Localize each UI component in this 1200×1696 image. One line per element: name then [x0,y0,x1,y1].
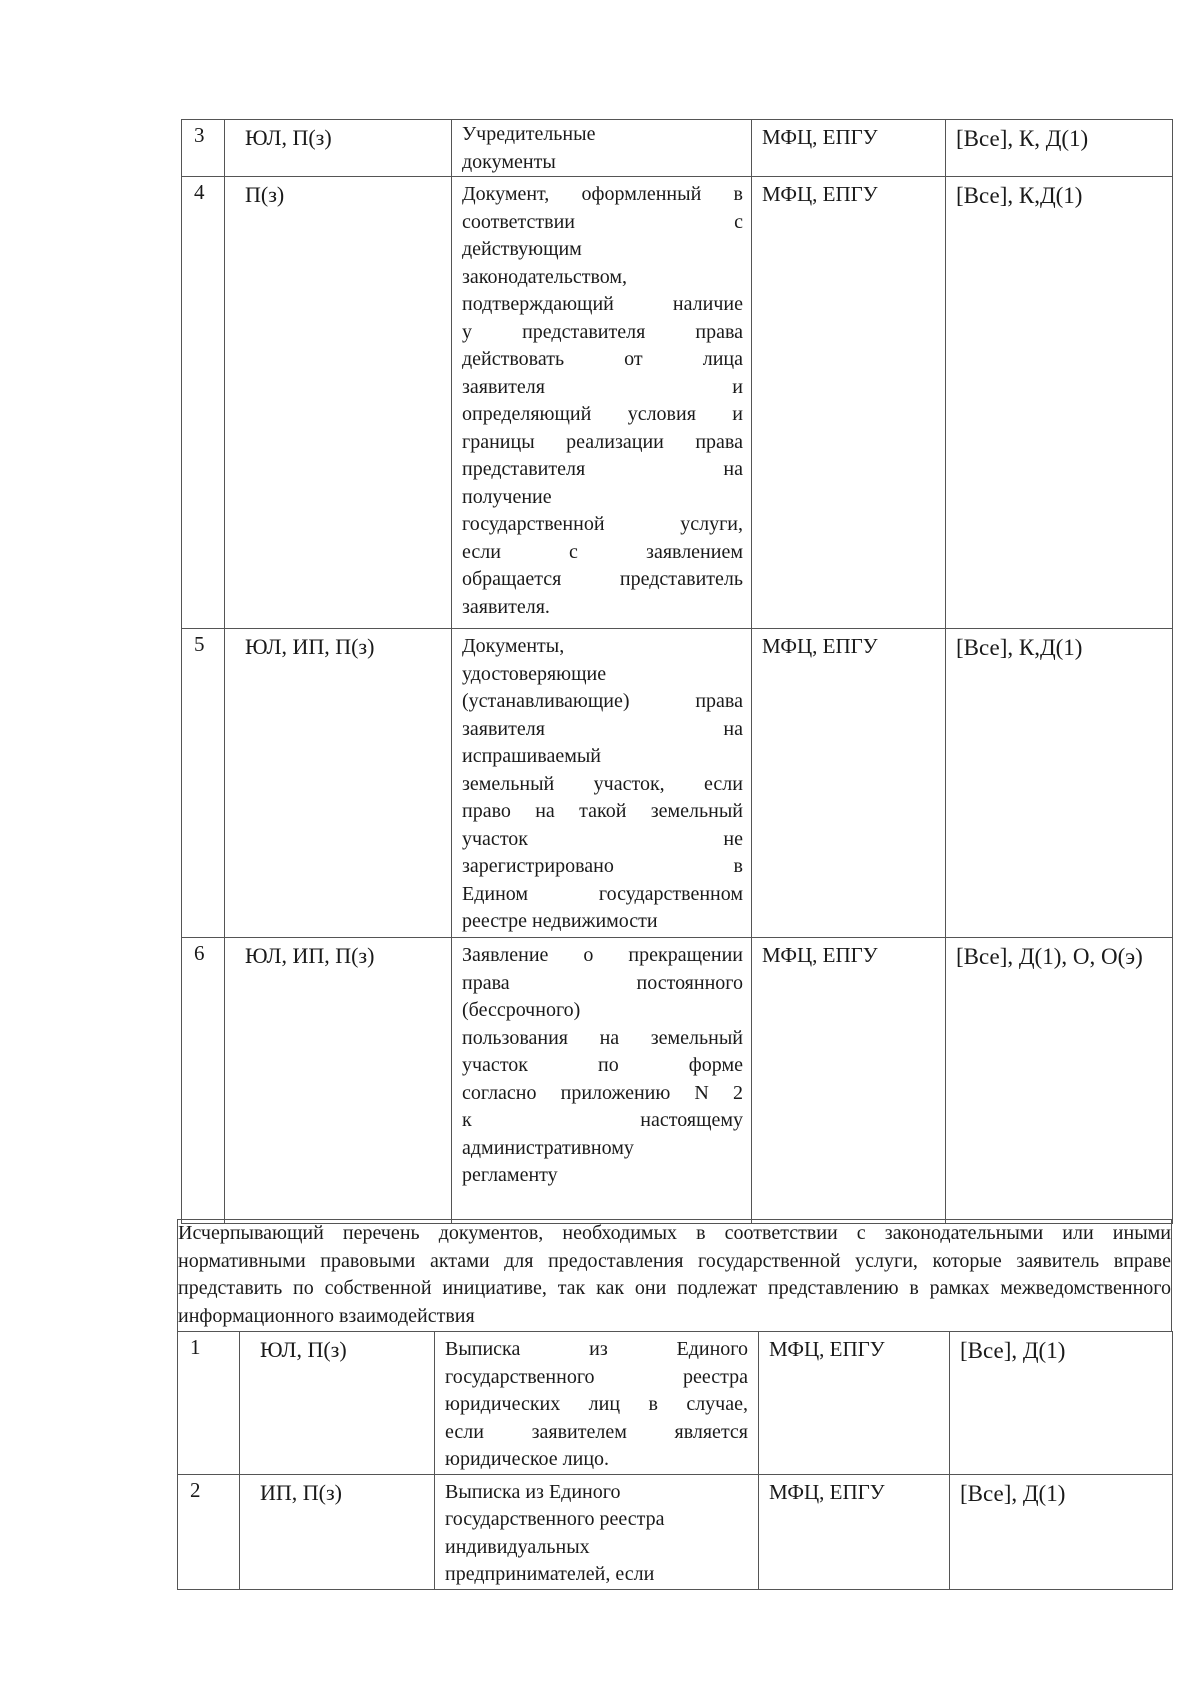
section-header-text: Исчерпывающий перечень документов, необходимых в соответствии с законодательными или иными нормативными правовыми актами для предоставления государственной услуги, которые заявитель вправе представить по собственной инициативе, так как они подлежат представлению в рамках межведомственного информационного взаимодействия [178,1220,1172,1332]
document-name: Документ, оформленный в соответствии с действующим законодательством, подтверждающий наличие у представителя права действовать от лица заявителя и определяющий условия и границы реализации права представителя на получение государственной услуги, если с заявлением обращается представитель заявителя. [452,177,752,629]
document-name: Выписка из Единого государственного реестра юридических лиц в случае, если заявителем является юридическое лицо. [435,1332,759,1475]
submission-place: МФЦ, ЕПГУ [752,177,946,629]
applicant-categories: П(з) [225,177,452,629]
submission-place: МФЦ, ЕПГУ [759,1332,950,1475]
submission-place: МФЦ, ЕПГУ [752,629,946,938]
submission-form: [Все], Д(1) [950,1332,1173,1475]
row-number: 4 [182,177,225,629]
table-row [182,938,1173,1224]
table-row [182,629,1173,938]
applicant-categories: ЮЛ, ИП, П(з) [225,629,452,938]
document-name: Заявление о прекращении права постоянного (бессрочного) пользования на земельный участок по форме согласно приложению N 2 к настоящему административному регламенту [452,938,752,1224]
applicant-categories: ЮЛ, ИП, П(з) [225,938,452,1224]
row-number: 5 [182,629,225,938]
submission-place: МФЦ, ЕПГУ [752,120,946,177]
row-number: 3 [182,120,225,177]
applicant-categories: ЮЛ, П(з) [240,1332,435,1475]
section-header-row [178,1220,1172,1332]
submission-form: [Все], Д(1), О, О(э) [946,938,1173,1224]
table-row [178,1332,1173,1475]
document-name: Документы, удостоверяющие (устанавливающие) права заявителя на испрашиваемый земельный участок, если право на такой земельный участок не зарегистрировано в Едином государственном реестре недвижимости [452,629,752,938]
document-name: Учредительные документы [452,120,752,177]
row-number: 2 [178,1474,240,1589]
table-row [182,120,1173,177]
applicant-categories: ЮЛ, П(з) [225,120,452,177]
submission-form: [Все], К, Д(1) [946,120,1173,177]
table-row [178,1474,1173,1589]
submission-form: [Все], К,Д(1) [946,177,1173,629]
row-number: 6 [182,938,225,1224]
applicant-categories: ИП, П(з) [240,1474,435,1589]
documents-table-upper [181,119,1173,1224]
section-header-table [177,1219,1172,1332]
document-name: Выписка из Единого государственного реестра индивидуальных предпринимателей, если [435,1474,759,1589]
row-number: 1 [178,1332,240,1475]
table-row [182,177,1173,629]
submission-place: МФЦ, ЕПГУ [759,1474,950,1589]
submission-form: [Все], К,Д(1) [946,629,1173,938]
submission-place: МФЦ, ЕПГУ [752,938,946,1224]
submission-form: [Все], Д(1) [950,1474,1173,1589]
documents-table-lower [177,1331,1173,1590]
